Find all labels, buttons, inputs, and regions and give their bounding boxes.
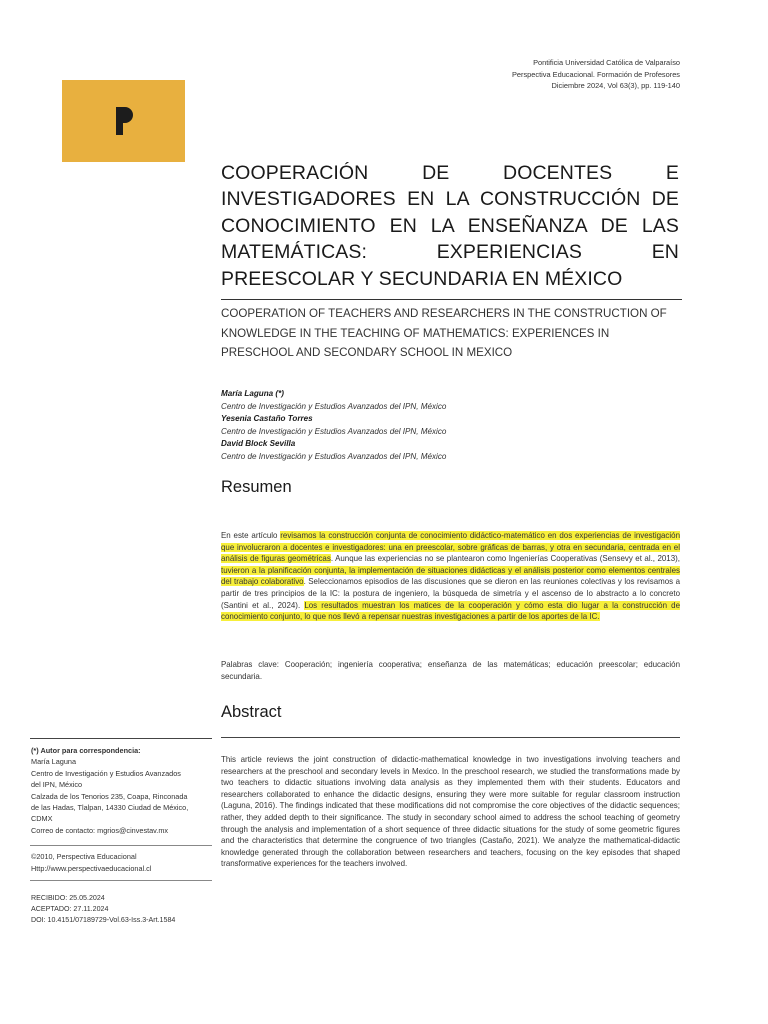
- journal-p-icon: [114, 106, 134, 136]
- journal-header: [512, 57, 680, 92]
- correspondence-block: [31, 745, 213, 836]
- abstract-heading: Abstract: [221, 703, 282, 721]
- title-divider: [221, 299, 682, 300]
- author-name: María Laguna (*): [221, 389, 284, 398]
- article-title-es: COOPERACIÓN DE DOCENTES E INVESTIGADORES EN LA CONSTRUCCIÓN DE CONOCIMIENTO EN LA ENSEÑANZA DE LAS MATEMÁTICAS: EXPERIENCIAS EN PREESCOLAR Y SECUNDARIA EN MÉXICO: [221, 162, 679, 290]
- resumen-highlight: tuvieron a la planificación conjunta, la implementación de situaciones didácticas y el análisis posterior como elementos centrales del trabajo colaborativo: [221, 565, 680, 587]
- resumen-highlight: Los resultados muestran los matices de la cooperación y cómo esta dio lugar a la construcción de conocimiento conjunto, lo que nos llevó a repensar nuestras investigaciones a partir de los aportes de la IC.: [221, 600, 680, 622]
- correspondence-institution: del IPN, México: [31, 780, 83, 790]
- dates-block: [31, 893, 175, 927]
- correspondence-address: Calzada de los Tenorios 235, Coapa, Rinconada: [31, 791, 188, 801]
- article-title-en: COOPERATION OF TEACHERS AND RESEARCHERS IN THE CONSTRUCTION OF KNOWLEDGE IN THE TEACHING OF MATHEMATICS: EXPERIENCES IN PRESCHOOL AND SECONDARY SCHOOL IN MEXICO: [221, 307, 667, 359]
- journal-logo: [62, 80, 185, 162]
- correspondence-institution: Centro de Investigación y Estudios Avanzados: [31, 768, 181, 778]
- journal-name: Perspectiva Educacional. Formación de Profesores: [511, 69, 680, 79]
- author-affiliation: Centro de Investigación y Estudios Avanzados del IPN, México: [221, 426, 447, 436]
- resumen-text-segment: En este artículo: [221, 531, 281, 540]
- resumen-text-segment: . Aunque las experiencias no se plantearon como Ingenierías Cooperativas (Sensevy et al., 2013),: [330, 554, 680, 564]
- resumen-text-segment: . Seleccionamos episodios de las discusiones que se dieron en las reuniones colectivas y los revisamos a partir de tres principios de la IC: la postura de ingeniero, la búsqueda de simetría y el ascenso de lo abstracto a lo concreto (Santini et al., 2024).: [221, 577, 680, 610]
- accepted-date: ACEPTADO: 27.11.2024: [31, 905, 109, 914]
- correspondence-name: María Laguna: [31, 757, 77, 767]
- sidebar-divider: [30, 738, 212, 739]
- copyright-block: [31, 851, 151, 875]
- sidebar-separator: [30, 845, 212, 846]
- abstract-divider: [221, 737, 680, 738]
- copyright-notice: ©2010, Perspectiva Educacional: [31, 852, 137, 861]
- correspondence-email[interactable]: Correo de contacto: mgrios@cinvestav.mx: [31, 825, 169, 835]
- doi[interactable]: DOI: 10.4151/07189729-Vol.63-Iss.3-Art.1584: [31, 916, 176, 925]
- abstract-body: This article reviews the joint construction of didactic-mathematical knowledge in two investigations involving teachers and researchers at the preschool and secondary levels in Mexico. In the preschool research, we studied the transformations made by two teachers to didactic situations involving data analysis as they implemented them with their students. Educators and researchers collaborated to enhance the didactic designs, ensuring they were more suitable for regular classroom instruction (Laguna, 2016). The findings indicated that these modifications did not compromise the core objectives of the didactic sequences; rather, they added depth to their significance. The study in secondary school aimed to address the school teaching of geometry through the analysis and implementation of a short sequence of three didactic situations for the study of some geometric figures and the characteristics that determine the congruence of two triangles (Castaño, 2021). We analyze the mathematical-didactic knowledge generated through the collaboration between researchers and teachers, focusing on the key episodes that shaped transformative experiences for the teachers involved.: [221, 755, 680, 869]
- resumen-body: [221, 530, 680, 623]
- author-affiliation: Centro de Investigación y Estudios Avanzados del IPN, México: [221, 401, 447, 411]
- sidebar-separator: [30, 880, 212, 881]
- author-name: David Block Sevilla: [221, 439, 296, 449]
- correspondence-address: de las Hadas, Tlalpan, 14330 Ciudad de México,: [31, 803, 189, 813]
- journal-university: Pontificia Universidad Católica de Valparaíso: [533, 58, 680, 67]
- author-list: [221, 388, 681, 464]
- author-affiliation: Centro de Investigación y Estudios Avanzados del IPN, México: [221, 451, 447, 461]
- journal-issue: Diciembre 2024, Vol 63(3), pp. 119-140: [551, 81, 680, 90]
- resumen-heading: Resumen: [221, 478, 292, 496]
- correspondence-title: (*) Autor para correspondencia:: [31, 746, 141, 755]
- received-date: RECIBIDO: 25.05.2024: [31, 894, 105, 902]
- author-name: Yesenia Castaño Torres: [221, 414, 313, 424]
- resumen-highlight: revisamos la construcción conjunta de conocimiento didáctico-matemático en dos experiencias de investigación que involucraron a docentes e investigadores: una en preescolar, sobre gráficas de barras, y otra en secundaria, centrada en el análisis de figuras geométricas: [221, 531, 680, 564]
- correspondence-address: CDMX: [31, 814, 53, 824]
- journal-url[interactable]: Http://www.perspectivaeducacional.cl: [31, 863, 152, 873]
- keywords: Palabras clave: Cooperación; ingeniería cooperativa; enseñanza de las matemáticas; educación preescolar; educación secundaria.: [221, 660, 680, 681]
